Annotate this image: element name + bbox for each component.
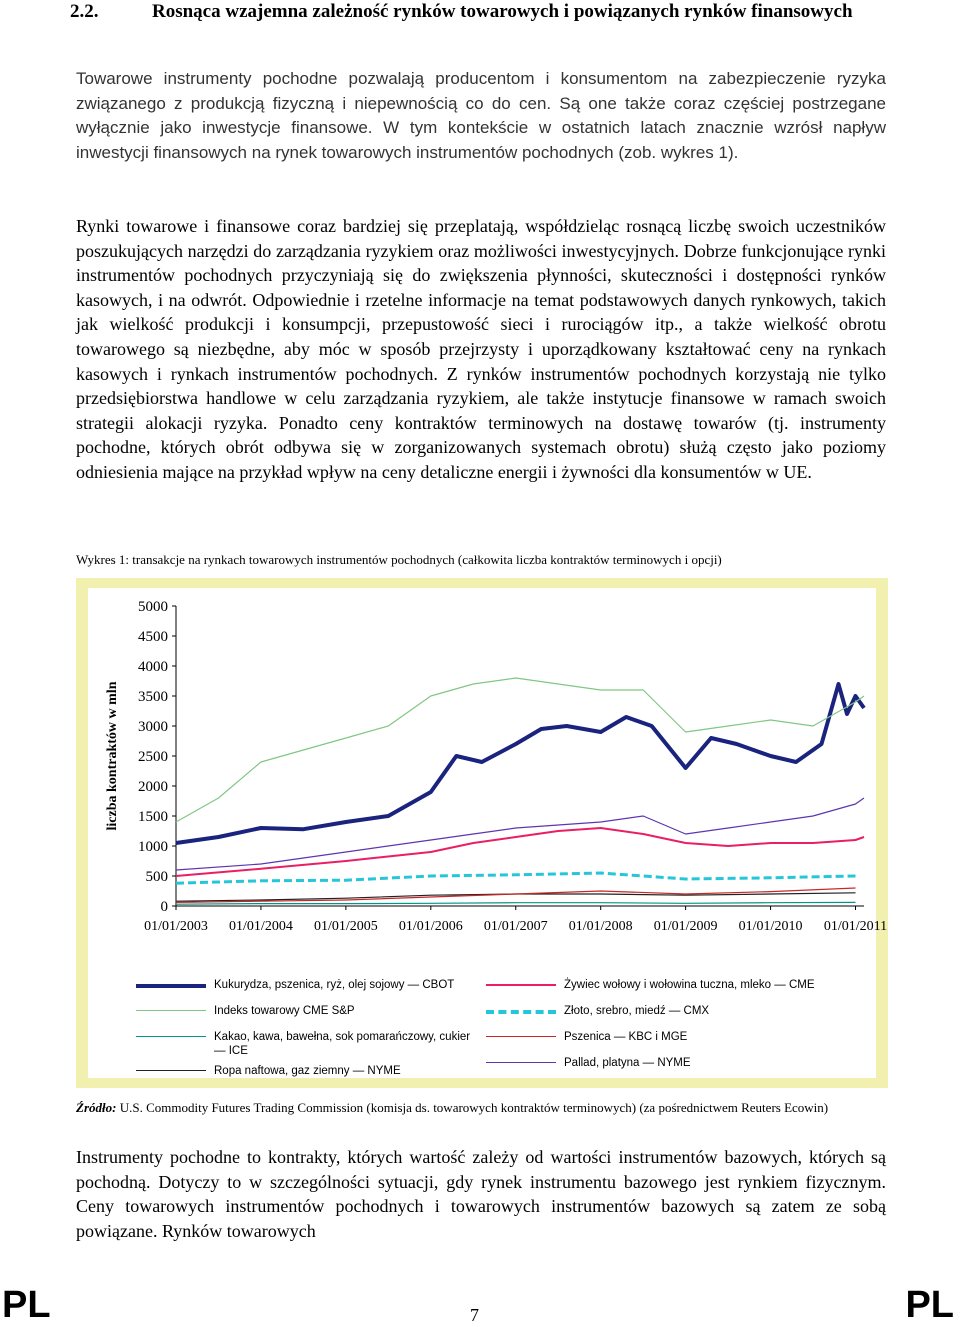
paragraph-3: Instrumenty pochodne to kontrakty, których wartość zależy od wartości instrumentów bazowych, których są pochodną. Dotyczy to w szczególności sytuacji, gdy rynek instrumentu bazowego jest rynkiem fizycznym. Ceny towarowych instrumentów pochodnych i towarowych instrumentów bazowych są zatem ze sobą powiązane. Rynków towarowych (76, 1147, 886, 1241)
series-line-1 (176, 684, 864, 843)
legend-item (486, 1004, 709, 1018)
y-tick-label: 2500 (138, 749, 168, 765)
legend-label: Złoto, srebro, miedź — CMX (564, 1005, 710, 1017)
x-tick-label: 01/01/2011 (823, 919, 888, 934)
legend-swatch (136, 1010, 206, 1011)
paragraph-1: Towarowe instrumenty pochodne pozwalają producentom i konsumentom na zabezpieczenie ryzyka związanego z produkcją fizyczną i niepewnością co do cen. Są one także coraz częściej postrzegane wyłącznie jako inwestycje finansowe. W tym kontekście w ostatnich latach znacznie wzrósł napływ inwestycji finansowych na rynek towarowych instrumentów pochodnych (zob. wykres 1). (76, 69, 886, 162)
y-tick-label: 4500 (138, 629, 168, 645)
x-tick-label: 01/01/2006 (398, 919, 463, 934)
chart-area (88, 588, 888, 1078)
series-line-3 (176, 902, 856, 904)
legend-item (136, 1064, 401, 1078)
chart-frame (76, 578, 888, 1088)
y-tick-label: 1000 (138, 839, 168, 855)
legend-label: Ropa naftowa, gaz ziemny — NYME (214, 1065, 401, 1077)
y-tick-label: 0 (160, 899, 168, 915)
legend-label: Pszenica — KBC i MGE (564, 1031, 688, 1043)
legend-swatch (136, 1070, 206, 1071)
y-tick-label: 3500 (138, 689, 168, 705)
source-note (76, 1100, 886, 1116)
series-line-8 (176, 798, 864, 870)
legend-swatch (486, 984, 556, 986)
legend-item (136, 1030, 484, 1058)
series-line-6 (176, 873, 856, 883)
x-tick-label: 01/01/2008 (568, 919, 633, 934)
figure-caption: Wykres 1: transakcje na rynkach towarowych instrumentów pochodnych (całkowita liczba kontraktów terminowych i opcji) (76, 552, 722, 567)
y-tick-label: 1500 (138, 809, 168, 825)
legend-item (486, 1030, 687, 1044)
legend-label: Pallad, platyna — NYME (564, 1057, 691, 1069)
x-tick-label: 01/01/2004 (229, 919, 293, 934)
x-tick-label: 01/01/2009 (653, 919, 718, 934)
section-heading (70, 0, 886, 24)
legend-item (486, 1056, 691, 1070)
y-tick-label: 5000 (138, 599, 168, 615)
line-chart (88, 588, 888, 958)
x-tick-label: 01/01/2005 (313, 919, 378, 934)
legend-item (486, 978, 815, 992)
series-line-2 (176, 678, 864, 822)
legend-label: Kukurydza, pszenica, ryż, olej sojowy — CBOT (214, 979, 455, 991)
legend-swatch (486, 1010, 556, 1014)
footer-language-left: PL (2, 1284, 51, 1326)
x-tick-label: 01/01/2010 (738, 919, 803, 934)
chart-legend (88, 960, 876, 1078)
legend-item (136, 978, 454, 992)
y-tick-label: 3000 (138, 719, 168, 735)
legend-label: Kakao, kawa, bawełna, sok pomarańczowy, cukier — ICE (214, 1031, 471, 1057)
y-tick-label: 4000 (138, 659, 168, 675)
legend-item (136, 1004, 355, 1018)
y-axis-label: liczba kontraktów w mln (105, 681, 120, 831)
legend-swatch (136, 984, 206, 988)
series-line-5 (176, 828, 864, 876)
legend-label: Indeks towarowy CME S&P (214, 1005, 355, 1017)
legend-swatch (486, 1062, 556, 1063)
footer-language-right: PL (905, 1284, 954, 1326)
x-tick-label: 01/01/2003 (144, 919, 208, 934)
section-number: 2.2. (70, 1, 99, 22)
legend-swatch (486, 1036, 556, 1037)
y-tick-label: 500 (145, 869, 168, 885)
x-tick-label: 01/01/2007 (483, 919, 548, 934)
legend-label: Żywiec wołowy i wołowina tuczna, mleko — CME (564, 979, 815, 991)
legend-swatch (136, 1036, 206, 1037)
section-title: Rosnąca wzajemna zależność rynków towarowych i powiązanych rynków finansowych (152, 1, 853, 22)
source-label: Źródło: (76, 1100, 117, 1115)
paragraph-2: Rynki towarowe i finansowe coraz bardziej się przeplatają, współdzieląc rosnącą liczbę swoich uczestników poszukujących narzędzi do zarządzania ryzykiem oraz możliwości inwestycyjnych. Dobrze funkcjonujące rynki instrumentów pochodnych przyczyniają się do zwiększenia płynności, skuteczności i dostępności rynków kasowych, i na odwrót. Odpowiednie i rzetelne informacje na temat podstawowych danych rynkowych, takich jak wielkość produkcji i konsumpcji, przepustowość sieci i rurociągów itp., a także wielkość obrotu towarowego są niezbędne, aby móc w sposób przejrzysty i uporządkowany kształtować ceny na rynkach kasowych i rynkach instrumentów pochodnych. Z rynków instrumentów pochodnych korzystają nie tylko przedsiębiorstwa handlowe w celu zarządzania ryzykiem, ale także instytucje finansowe w ramach swoich strategii alokacji ryzyka. Ponadto ceny kontraktów terminowych na dostawę towarów (tj. instrumenty pochodne, których obrót odbywa się w zorganizowanych systemach obrotu) służą często jako poziomy odniesienia mające na przykład wpływ na ceny detaliczne energii i żywności dla konsumentów w UE. (76, 216, 886, 482)
y-tick-label: 2000 (138, 779, 168, 795)
page-number: 7 (470, 1305, 479, 1325)
source-text: U.S. Commodity Futures Trading Commission (komisja ds. towarowych kontraktów terminowych) (za pośrednictwem Reuters Ecowin) (116, 1100, 829, 1115)
series-line-7 (176, 888, 856, 902)
